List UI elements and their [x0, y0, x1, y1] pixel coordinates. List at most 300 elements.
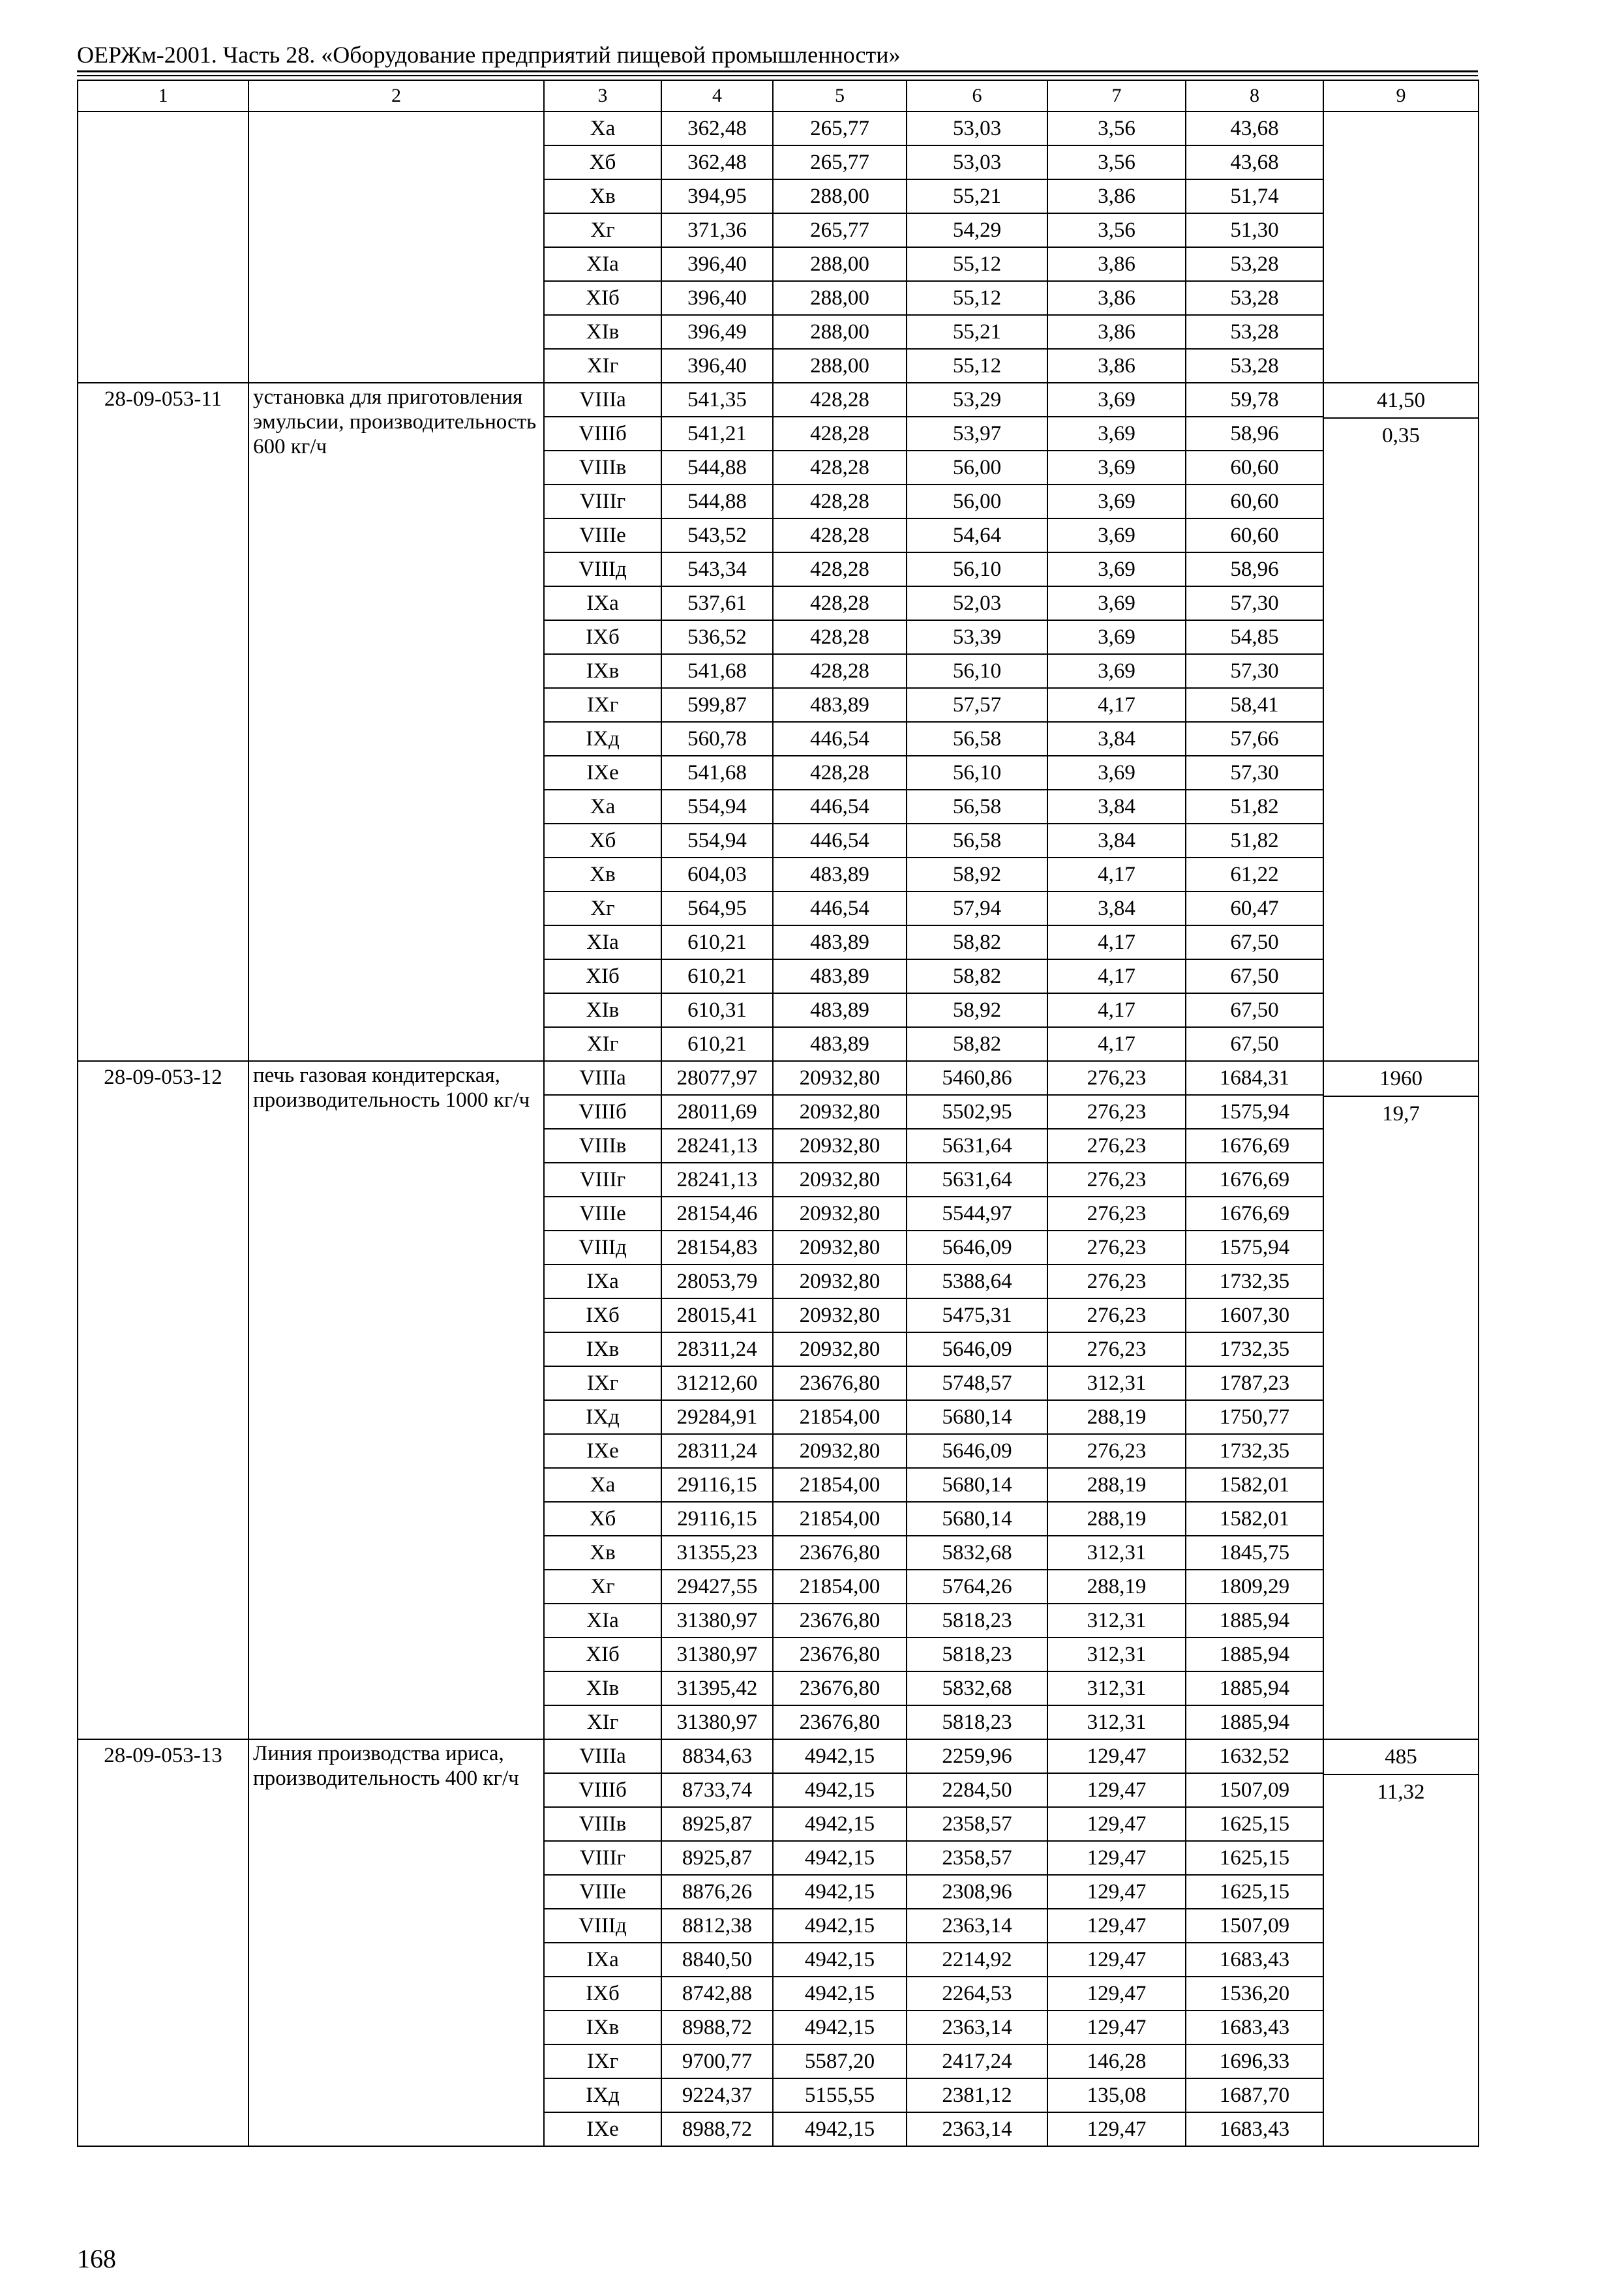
value-cell: 446,54: [773, 790, 907, 824]
value-cell: 2308,96: [907, 1875, 1047, 1909]
value-cell: 541,68: [661, 756, 773, 790]
value-cell: 129,47: [1047, 1909, 1186, 1943]
column-number: 5: [773, 80, 907, 112]
value-cell: 3,69: [1047, 417, 1186, 451]
value-cell: 276,23: [1047, 1061, 1186, 1095]
value-cell: 1885,94: [1186, 1671, 1323, 1705]
value-cell: 5764,26: [907, 1570, 1047, 1604]
value-cell: 29284,91: [661, 1400, 773, 1434]
value-cell: 5748,57: [907, 1366, 1047, 1400]
value-cell: 554,94: [661, 824, 773, 858]
value-cell: 53,28: [1186, 247, 1323, 281]
value-cell: 2363,14: [907, 2112, 1047, 2146]
value-cell: 483,89: [773, 858, 907, 891]
value-cell: 129,47: [1047, 1807, 1186, 1841]
value-cell: 4942,15: [773, 1943, 907, 1977]
zone-cell: IXв: [544, 654, 661, 688]
value-cell: 446,54: [773, 891, 907, 925]
zone-cell: Xг: [544, 213, 661, 247]
value-cell: 55,12: [907, 247, 1047, 281]
value-cell: 3,69: [1047, 654, 1186, 688]
value-cell: 2417,24: [907, 2044, 1047, 2078]
value-cell: 541,21: [661, 417, 773, 451]
value-cell: 29116,15: [661, 1468, 773, 1502]
value-cell: 1676,69: [1186, 1197, 1323, 1231]
value-cell: 60,60: [1186, 451, 1323, 485]
zone-cell: IXг: [544, 2044, 661, 2078]
value-cell: 541,35: [661, 383, 773, 417]
value-cell: 2284,50: [907, 1773, 1047, 1807]
value-cell: 58,92: [907, 993, 1047, 1027]
zone-cell: XIв: [544, 315, 661, 349]
resource-value: 0,35: [1382, 424, 1420, 447]
value-cell: 396,40: [661, 247, 773, 281]
value-cell: 55,12: [907, 281, 1047, 315]
value-cell: 57,30: [1186, 756, 1323, 790]
value-cell: 28015,41: [661, 1298, 773, 1332]
value-cell: 129,47: [1047, 1977, 1186, 2011]
value-cell: 51,82: [1186, 790, 1323, 824]
value-cell: 537,61: [661, 586, 773, 620]
zone-cell: Xa: [544, 112, 661, 145]
value-cell: 8988,72: [661, 2112, 773, 2146]
value-cell: 1625,15: [1186, 1807, 1323, 1841]
value-cell: 4,17: [1047, 688, 1186, 722]
zone-cell: Xв: [544, 179, 661, 213]
value-cell: 2264,53: [907, 1977, 1047, 2011]
value-cell: 5818,23: [907, 1705, 1047, 1739]
value-cell: 288,19: [1047, 1502, 1186, 1536]
zone-cell: IXв: [544, 1332, 661, 1366]
value-cell: 129,47: [1047, 1841, 1186, 1875]
value-cell: 1809,29: [1186, 1570, 1323, 1604]
zone-cell: VIIIв: [544, 1129, 661, 1163]
value-cell: 28311,24: [661, 1434, 773, 1468]
value-cell: 56,10: [907, 552, 1047, 586]
value-cell: 3,86: [1047, 247, 1186, 281]
value-cell: 43,68: [1186, 112, 1323, 145]
value-cell: 23676,80: [773, 1705, 907, 1739]
value-cell: 543,52: [661, 518, 773, 552]
zone-cell: IXa: [544, 1264, 661, 1298]
value-cell: 31380,97: [661, 1705, 773, 1739]
value-cell: 58,41: [1186, 688, 1323, 722]
value-cell: 4,17: [1047, 993, 1186, 1027]
value-cell: 54,29: [907, 213, 1047, 247]
value-cell: 3,69: [1047, 552, 1186, 586]
value-cell: 288,19: [1047, 1570, 1186, 1604]
value-cell: 312,31: [1047, 1638, 1186, 1671]
value-cell: 312,31: [1047, 1536, 1186, 1570]
item-code: [78, 112, 248, 383]
value-cell: 20932,80: [773, 1129, 907, 1163]
value-cell: 54,64: [907, 518, 1047, 552]
table-row: [78, 383, 1479, 417]
value-cell: 4942,15: [773, 1977, 907, 2011]
zone-cell: IXд: [544, 722, 661, 756]
value-cell: 57,94: [907, 891, 1047, 925]
value-cell: 67,50: [1186, 993, 1323, 1027]
value-cell: 5544,97: [907, 1197, 1047, 1231]
value-cell: 53,28: [1186, 315, 1323, 349]
zone-cell: VIIIб: [544, 1773, 661, 1807]
zone-cell: VIIIг: [544, 485, 661, 518]
value-cell: 554,94: [661, 790, 773, 824]
zone-cell: XIa: [544, 1604, 661, 1638]
zone-cell: Xв: [544, 1536, 661, 1570]
item-code: 28-09-053-13: [78, 1739, 248, 2146]
resource-cell: [1323, 1061, 1479, 1739]
value-cell: 20932,80: [773, 1332, 907, 1366]
value-cell: 1582,01: [1186, 1468, 1323, 1502]
value-cell: 1732,35: [1186, 1434, 1323, 1468]
zone-cell: IXб: [544, 1298, 661, 1332]
value-cell: 276,23: [1047, 1197, 1186, 1231]
value-cell: 1507,09: [1186, 1773, 1323, 1807]
value-cell: 1885,94: [1186, 1638, 1323, 1671]
table-body: [78, 80, 1479, 2146]
value-cell: 1676,69: [1186, 1129, 1323, 1163]
rates-table: [77, 80, 1479, 2147]
zone-cell: XIб: [544, 1638, 661, 1671]
value-cell: 31395,42: [661, 1671, 773, 1705]
value-cell: 58,92: [907, 858, 1047, 891]
value-cell: 57,57: [907, 688, 1047, 722]
value-cell: 4942,15: [773, 2011, 907, 2044]
zone-cell: IXб: [544, 1977, 661, 2011]
value-cell: 1845,75: [1186, 1536, 1323, 1570]
value-cell: 564,95: [661, 891, 773, 925]
value-cell: 483,89: [773, 688, 907, 722]
item-code: 28-09-053-11: [78, 383, 248, 1061]
value-cell: 52,03: [907, 586, 1047, 620]
value-cell: 61,22: [1186, 858, 1323, 891]
value-cell: 3,86: [1047, 179, 1186, 213]
value-cell: 312,31: [1047, 1604, 1186, 1638]
value-cell: 483,89: [773, 993, 907, 1027]
value-cell: 428,28: [773, 654, 907, 688]
zone-cell: IXе: [544, 2112, 661, 2146]
resource-cell: [1323, 383, 1479, 1061]
value-cell: 5680,14: [907, 1400, 1047, 1434]
value-cell: 51,30: [1186, 213, 1323, 247]
zone-cell: XIa: [544, 247, 661, 281]
value-cell: 55,21: [907, 315, 1047, 349]
zone-cell: VIIIa: [544, 1739, 661, 1773]
zone-cell: IXе: [544, 1434, 661, 1468]
value-cell: 288,00: [773, 349, 907, 383]
column-number: 9: [1323, 80, 1479, 112]
value-cell: 5155,55: [773, 2078, 907, 2112]
value-cell: 60,60: [1186, 485, 1323, 518]
value-cell: 58,82: [907, 925, 1047, 959]
value-cell: 371,36: [661, 213, 773, 247]
value-cell: 1885,94: [1186, 1705, 1323, 1739]
value-cell: 1732,35: [1186, 1264, 1323, 1298]
value-cell: 3,86: [1047, 315, 1186, 349]
resource-cell: [1323, 112, 1479, 383]
value-cell: 604,03: [661, 858, 773, 891]
value-cell: 58,82: [907, 1027, 1047, 1061]
zone-cell: XIг: [544, 1027, 661, 1061]
value-cell: 20932,80: [773, 1061, 907, 1095]
value-cell: 53,03: [907, 112, 1047, 145]
value-cell: 276,23: [1047, 1095, 1186, 1129]
zone-cell: XIв: [544, 993, 661, 1027]
value-cell: 8742,88: [661, 1977, 773, 2011]
value-cell: 56,58: [907, 824, 1047, 858]
value-cell: 1696,33: [1186, 2044, 1323, 2078]
value-cell: 67,50: [1186, 925, 1323, 959]
value-cell: 3,69: [1047, 518, 1186, 552]
zone-cell: Xa: [544, 1468, 661, 1502]
value-cell: 483,89: [773, 925, 907, 959]
value-cell: 31212,60: [661, 1366, 773, 1400]
table-row: [78, 112, 1479, 145]
value-cell: 5680,14: [907, 1468, 1047, 1502]
value-cell: 57,30: [1186, 654, 1323, 688]
value-cell: 3,69: [1047, 586, 1186, 620]
value-cell: 58,96: [1186, 552, 1323, 586]
value-cell: 20932,80: [773, 1264, 907, 1298]
value-cell: 5475,31: [907, 1298, 1047, 1332]
value-cell: 288,00: [773, 315, 907, 349]
column-number: 8: [1186, 80, 1323, 112]
value-cell: 543,34: [661, 552, 773, 586]
value-cell: 58,96: [1186, 417, 1323, 451]
value-cell: 446,54: [773, 722, 907, 756]
value-cell: 276,23: [1047, 1264, 1186, 1298]
value-cell: 362,48: [661, 112, 773, 145]
value-cell: 428,28: [773, 383, 907, 417]
value-cell: 1536,20: [1186, 1977, 1323, 2011]
value-cell: 1787,23: [1186, 1366, 1323, 1400]
value-cell: 56,00: [907, 485, 1047, 518]
zone-cell: XIб: [544, 281, 661, 315]
value-cell: 20932,80: [773, 1163, 907, 1197]
value-cell: 129,47: [1047, 1875, 1186, 1909]
value-cell: 1507,09: [1186, 1909, 1323, 1943]
value-cell: 1625,15: [1186, 1875, 1323, 1909]
value-cell: 31380,97: [661, 1638, 773, 1671]
zone-cell: VIIIг: [544, 1163, 661, 1197]
value-cell: 265,77: [773, 145, 907, 179]
value-cell: 3,56: [1047, 145, 1186, 179]
value-cell: 57,30: [1186, 586, 1323, 620]
value-cell: 8812,38: [661, 1909, 773, 1943]
value-cell: 428,28: [773, 586, 907, 620]
zone-cell: IXб: [544, 620, 661, 654]
value-cell: 29116,15: [661, 1502, 773, 1536]
value-cell: 20932,80: [773, 1434, 907, 1468]
value-cell: 8876,26: [661, 1875, 773, 1909]
value-cell: 29427,55: [661, 1570, 773, 1604]
value-cell: 20932,80: [773, 1095, 907, 1129]
value-cell: 3,84: [1047, 891, 1186, 925]
item-code: 28-09-053-12: [78, 1061, 248, 1739]
value-cell: 3,56: [1047, 213, 1186, 247]
resource-value: 11,32: [1377, 1780, 1425, 1804]
value-cell: 31380,97: [661, 1604, 773, 1638]
resource-value: 485: [1324, 1740, 1478, 1775]
value-cell: 288,19: [1047, 1400, 1186, 1434]
value-cell: 312,31: [1047, 1366, 1186, 1400]
value-cell: 28077,97: [661, 1061, 773, 1095]
value-cell: 428,28: [773, 485, 907, 518]
value-cell: 51,82: [1186, 824, 1323, 858]
value-cell: 265,77: [773, 213, 907, 247]
value-cell: 8925,87: [661, 1807, 773, 1841]
value-cell: 20932,80: [773, 1231, 907, 1264]
value-cell: 396,49: [661, 315, 773, 349]
value-cell: 1732,35: [1186, 1332, 1323, 1366]
value-cell: 20932,80: [773, 1197, 907, 1231]
value-cell: 1676,69: [1186, 1163, 1323, 1197]
value-cell: 9224,37: [661, 2078, 773, 2112]
value-cell: 483,89: [773, 1027, 907, 1061]
value-cell: 129,47: [1047, 1943, 1186, 1977]
item-name: Линия производства ириса, производительность 400 кг/ч: [248, 1739, 544, 2146]
value-cell: 5388,64: [907, 1264, 1047, 1298]
column-number: 1: [78, 80, 248, 112]
value-cell: 1582,01: [1186, 1502, 1323, 1536]
value-cell: 8988,72: [661, 2011, 773, 2044]
value-cell: 28154,46: [661, 1197, 773, 1231]
zone-cell: VIIIд: [544, 552, 661, 586]
value-cell: 55,21: [907, 179, 1047, 213]
value-cell: 1625,15: [1186, 1841, 1323, 1875]
value-cell: 5818,23: [907, 1604, 1047, 1638]
value-cell: 483,89: [773, 959, 907, 993]
value-cell: 3,69: [1047, 756, 1186, 790]
value-cell: 2381,12: [907, 2078, 1047, 2112]
value-cell: 312,31: [1047, 1705, 1186, 1739]
value-cell: 276,23: [1047, 1434, 1186, 1468]
value-cell: 610,31: [661, 993, 773, 1027]
value-cell: 428,28: [773, 518, 907, 552]
value-cell: 53,28: [1186, 281, 1323, 315]
value-cell: 4942,15: [773, 1807, 907, 1841]
value-cell: 5646,09: [907, 1231, 1047, 1264]
value-cell: 446,54: [773, 824, 907, 858]
value-cell: 276,23: [1047, 1231, 1186, 1264]
zone-cell: VIIIa: [544, 383, 661, 417]
value-cell: 146,28: [1047, 2044, 1186, 2078]
value-cell: 396,40: [661, 349, 773, 383]
value-cell: 56,58: [907, 722, 1047, 756]
value-cell: 541,68: [661, 654, 773, 688]
value-cell: 610,21: [661, 925, 773, 959]
zone-cell: VIIIв: [544, 1807, 661, 1841]
value-cell: 4942,15: [773, 1773, 907, 1807]
value-cell: 23676,80: [773, 1671, 907, 1705]
resource-cell: [1323, 1739, 1479, 2146]
header-rule-thin: [77, 75, 1478, 76]
value-cell: 53,29: [907, 383, 1047, 417]
value-cell: 3,84: [1047, 824, 1186, 858]
value-cell: 536,52: [661, 620, 773, 654]
zone-cell: XIб: [544, 959, 661, 993]
zone-cell: IXд: [544, 2078, 661, 2112]
value-cell: 3,86: [1047, 281, 1186, 315]
column-number-row: [78, 80, 1479, 112]
value-cell: 396,40: [661, 281, 773, 315]
value-cell: 276,23: [1047, 1163, 1186, 1197]
zone-cell: VIIIa: [544, 1061, 661, 1095]
value-cell: 3,69: [1047, 620, 1186, 654]
zone-cell: VIIIг: [544, 1841, 661, 1875]
value-cell: 3,69: [1047, 485, 1186, 518]
value-cell: 56,10: [907, 756, 1047, 790]
value-cell: 1632,52: [1186, 1739, 1323, 1773]
value-cell: 1683,43: [1186, 1943, 1323, 1977]
page-header: ОЕРЖм-2001. Часть 28. «Оборудование предприятий пищевой промышленности»: [77, 42, 901, 68]
value-cell: 3,69: [1047, 451, 1186, 485]
value-cell: 67,50: [1186, 959, 1323, 993]
value-cell: 4,17: [1047, 959, 1186, 993]
page-number: 168: [77, 2244, 116, 2273]
value-cell: 56,00: [907, 451, 1047, 485]
value-cell: 23676,80: [773, 1366, 907, 1400]
value-cell: 129,47: [1047, 1773, 1186, 1807]
column-number: 4: [661, 80, 773, 112]
value-cell: 5832,68: [907, 1671, 1047, 1705]
value-cell: 9700,77: [661, 2044, 773, 2078]
value-cell: 5631,64: [907, 1163, 1047, 1197]
resource-value: 19,7: [1382, 1102, 1420, 1126]
value-cell: 288,00: [773, 281, 907, 315]
value-cell: 5646,09: [907, 1332, 1047, 1366]
value-cell: 135,08: [1047, 2078, 1186, 2112]
value-cell: 8840,50: [661, 1943, 773, 1977]
value-cell: 28311,24: [661, 1332, 773, 1366]
column-number: 7: [1047, 80, 1186, 112]
value-cell: 23676,80: [773, 1638, 907, 1671]
value-cell: 1750,77: [1186, 1400, 1323, 1434]
zone-cell: VIIIе: [544, 1875, 661, 1909]
value-cell: 4942,15: [773, 1739, 907, 1773]
value-cell: 54,85: [1186, 620, 1323, 654]
value-cell: 21854,00: [773, 1468, 907, 1502]
value-cell: 55,12: [907, 349, 1047, 383]
value-cell: 362,48: [661, 145, 773, 179]
value-cell: 599,87: [661, 688, 773, 722]
value-cell: 5587,20: [773, 2044, 907, 2078]
value-cell: 5680,14: [907, 1502, 1047, 1536]
value-cell: 1683,43: [1186, 2112, 1323, 2146]
value-cell: 20932,80: [773, 1298, 907, 1332]
zone-cell: XIa: [544, 925, 661, 959]
value-cell: 1683,43: [1186, 2011, 1323, 2044]
value-cell: 60,60: [1186, 518, 1323, 552]
item-name: установка для приготовления эмульсии, производительность 600 кг/ч: [248, 383, 544, 1061]
value-cell: 4942,15: [773, 1909, 907, 1943]
value-cell: 28011,69: [661, 1095, 773, 1129]
value-cell: 28154,83: [661, 1231, 773, 1264]
value-cell: 2214,92: [907, 1943, 1047, 1977]
resource-value: [1324, 112, 1478, 146]
column-number: 6: [907, 80, 1047, 112]
value-cell: 56,58: [907, 790, 1047, 824]
item-name: [248, 112, 544, 383]
value-cell: 610,21: [661, 959, 773, 993]
value-cell: 31355,23: [661, 1536, 773, 1570]
value-cell: 4942,15: [773, 2112, 907, 2146]
value-cell: 129,47: [1047, 1739, 1186, 1773]
value-cell: 2358,57: [907, 1841, 1047, 1875]
value-cell: 1607,30: [1186, 1298, 1323, 1332]
value-cell: 1687,70: [1186, 2078, 1323, 2112]
